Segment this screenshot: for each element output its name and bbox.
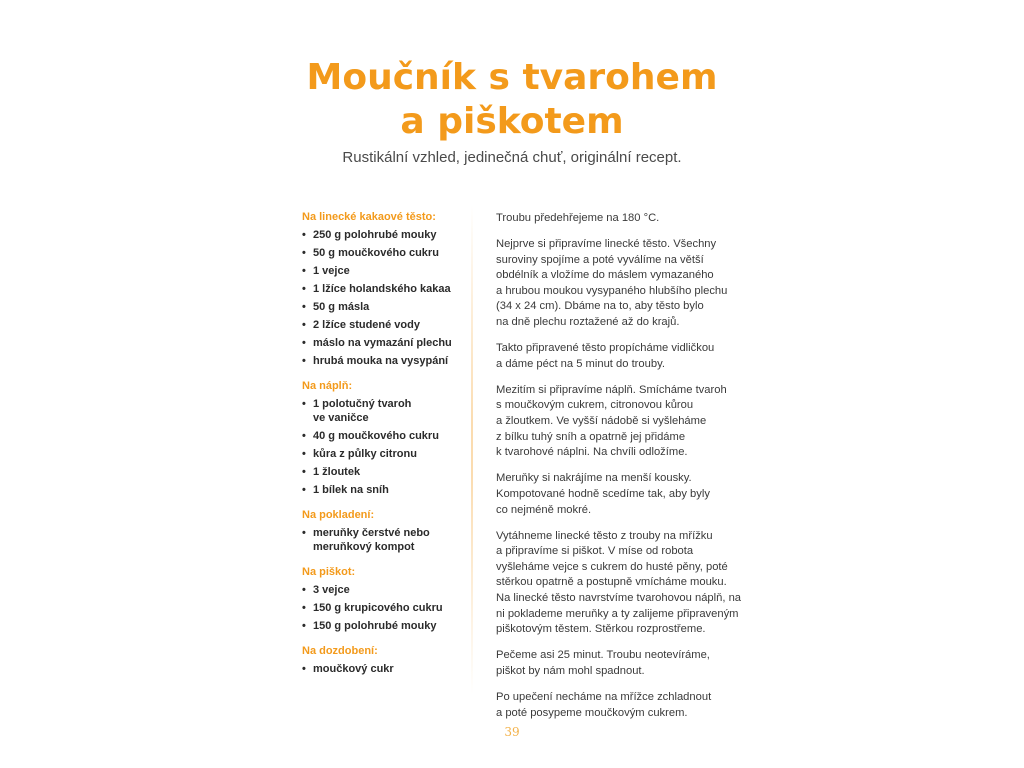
instruction-line: Pečeme asi 25 minut. Troubu neotevíráme, xyxy=(496,649,710,662)
instruction-line: Mezitím si připravíme náplň. Smícháme tvaroh xyxy=(496,383,727,396)
bullet-icon: • xyxy=(302,301,306,313)
ingredient-text: 40 g moučkového cukru xyxy=(313,430,439,442)
instruction-line: (34 x 24 cm). Dbáme na to, aby těsto bylo xyxy=(496,300,704,313)
ingredient-text: hrubá mouka na vysypání xyxy=(313,355,449,367)
ingredient-item xyxy=(302,397,472,425)
recipe-title xyxy=(0,56,1024,144)
instruction-line: vyšleháme vejce s cukrem do husté pěny, poté xyxy=(496,560,728,573)
bullet-icon: • xyxy=(302,484,306,496)
ingredient-item xyxy=(302,264,472,278)
ingredients-list xyxy=(302,583,472,633)
ingredient-item xyxy=(302,447,472,461)
ingredient-text: ve vaničce xyxy=(313,412,369,424)
bullet-icon: • xyxy=(302,584,306,596)
ingredient-text: máslo na vymazání plechu xyxy=(313,337,452,349)
instruction-line: suroviny spojíme a poté vyválíme na větší xyxy=(496,253,704,266)
ingredient-item xyxy=(302,601,472,615)
instruction-line: obdélník a vložíme do máslem vymazaného xyxy=(496,269,714,282)
ingredient-text: meruňkový kompot xyxy=(313,541,415,553)
ingredient-text: 150 g polohrubé mouky xyxy=(313,620,437,632)
recipe-subtitle: Rustikální vzhled, jedinečná chuť, originální recept. xyxy=(342,149,682,166)
ingredient-item xyxy=(302,483,472,497)
ingredients-section-heading: Na pokladení: xyxy=(302,509,375,521)
instruction-line: Vytáhneme linecké těsto z trouby na mřížku xyxy=(496,529,713,542)
ingredient-item xyxy=(302,619,472,633)
ingredient-text: meruňky čerstvé nebo xyxy=(313,527,430,539)
bullet-icon: • xyxy=(302,355,306,367)
instruction-paragraph xyxy=(496,211,746,227)
instruction-line: z bílku tuhý sníh a opatrně jej přidáme xyxy=(496,430,686,443)
instruction-line: Po upečení necháme na mřížce zchladnout xyxy=(496,690,712,703)
ingredient-text: 1 vejce xyxy=(313,265,350,277)
instruction-paragraph xyxy=(496,529,746,638)
ingredient-text: 3 vejce xyxy=(313,584,350,596)
ingredients-section-heading: Na dozdobení: xyxy=(302,645,378,657)
ingredient-text: moučkový cukr xyxy=(313,663,394,675)
ingredients-list xyxy=(302,397,472,497)
instruction-line: a poté posypeme moučkovým cukrem. xyxy=(496,706,688,719)
ingredient-item xyxy=(302,526,472,554)
instruction-line: a připravíme si piškot. V míse od robota xyxy=(496,545,694,558)
ingredient-item xyxy=(302,354,472,368)
instruction-line: na dně plechu roztažené až do krajů. xyxy=(496,316,680,329)
ingredient-text: 150 g krupicového cukru xyxy=(313,602,443,614)
instruction-paragraph xyxy=(496,341,746,372)
bullet-icon: • xyxy=(302,430,306,442)
ingredient-text: 1 žloutek xyxy=(313,466,361,478)
bullet-icon: • xyxy=(302,337,306,349)
instruction-line: a dáme péct na 5 minut do trouby. xyxy=(496,357,665,370)
instruction-line: Troubu předehřejeme na 180 °C. xyxy=(496,212,660,224)
bullet-icon: • xyxy=(302,448,306,460)
ingredient-item xyxy=(302,282,472,296)
bullet-icon: • xyxy=(302,620,306,632)
ingredients-section-heading: Na piškot: xyxy=(302,566,356,578)
ingredient-item xyxy=(302,336,472,350)
ingredient-item xyxy=(302,662,472,676)
ingredient-item xyxy=(302,318,472,332)
instruction-paragraph xyxy=(496,471,746,518)
ingredients-section-heading: Na linecké kakaové těsto: xyxy=(302,211,436,223)
instruction-line: Na linecké těsto navrstvíme tvarohovou náplň, na xyxy=(496,591,742,604)
instruction-line: Takto připravené těsto propícháme vidličkou xyxy=(496,342,715,355)
instruction-paragraph xyxy=(496,237,746,331)
instruction-paragraph xyxy=(496,648,746,679)
bullet-icon: • xyxy=(302,398,306,410)
ingredient-text: 250 g polohrubé mouky xyxy=(313,229,437,241)
instruction-line: ni poklademe meruňky a ty zalijeme připraveným xyxy=(496,607,739,620)
instruction-line: Nejprve si připravíme linecké těsto. Všechny xyxy=(496,238,717,251)
instruction-line: a hrubou moukou vysypaného hlubšího plechu xyxy=(496,284,728,297)
ingredient-item xyxy=(302,429,472,443)
ingredients-list xyxy=(302,662,472,676)
instruction-line: piškotovým těstem. Stěrkou rozprostřeme. xyxy=(496,623,706,636)
instruction-line: s moučkovým cukrem, citronovou kůrou xyxy=(496,399,694,412)
instruction-line: piškot by nám mohl spadnout. xyxy=(496,664,645,677)
ingredient-item xyxy=(302,228,472,242)
ingredient-item xyxy=(302,246,472,260)
ingredient-item xyxy=(302,465,472,479)
instruction-line: k tvarohové náplni. Na chvíli odložíme. xyxy=(496,446,688,459)
instruction-line: stěrkou opatrně a postupně vmícháme mouku. xyxy=(496,576,727,589)
bullet-icon: • xyxy=(302,283,306,295)
bullet-icon: • xyxy=(302,229,306,241)
instruction-line: Kompotované hodně scedíme tak, aby byly xyxy=(496,487,710,500)
ingredients-list xyxy=(302,228,472,368)
instruction-line: a žloutkem. Ve vyšší nádobě si vyšleháme xyxy=(496,415,707,428)
ingredient-item xyxy=(302,300,472,314)
bullet-icon: • xyxy=(302,319,306,331)
ingredient-text: 1 polotučný tvaroh xyxy=(313,398,412,410)
ingredient-text: 50 g másla xyxy=(313,301,370,313)
ingredient-text: 1 lžíce holandského kakaa xyxy=(313,283,451,295)
ingredient-text: 1 bílek na sníh xyxy=(313,484,389,496)
title-line-2: a piškotem xyxy=(400,101,624,142)
bullet-icon: • xyxy=(302,265,306,277)
title-line-1: Moučník s tvarohem xyxy=(306,57,718,98)
instruction-line: co nejméně mokré. xyxy=(496,503,592,516)
instructions-column xyxy=(496,211,746,732)
bullet-icon: • xyxy=(302,663,306,675)
ingredients-section-heading: Na náplň: xyxy=(302,380,353,392)
bullet-icon: • xyxy=(302,527,306,539)
ingredient-text: 50 g moučkového cukru xyxy=(313,247,439,259)
instruction-paragraph xyxy=(496,690,746,721)
column-divider xyxy=(471,205,473,695)
bullet-icon: • xyxy=(302,247,306,259)
ingredients-column xyxy=(302,209,472,686)
instruction-line: Meruňky si nakrájíme na menší kousky. xyxy=(496,472,692,485)
page-number: 39 xyxy=(504,725,520,739)
ingredient-text: kůra z půlky citronu xyxy=(313,448,417,460)
ingredients-list xyxy=(302,526,472,554)
ingredient-item xyxy=(302,583,472,597)
instruction-paragraph xyxy=(496,383,746,461)
ingredient-text: 2 lžíce studené vody xyxy=(313,319,420,331)
bullet-icon: • xyxy=(302,602,306,614)
bullet-icon: • xyxy=(302,466,306,478)
